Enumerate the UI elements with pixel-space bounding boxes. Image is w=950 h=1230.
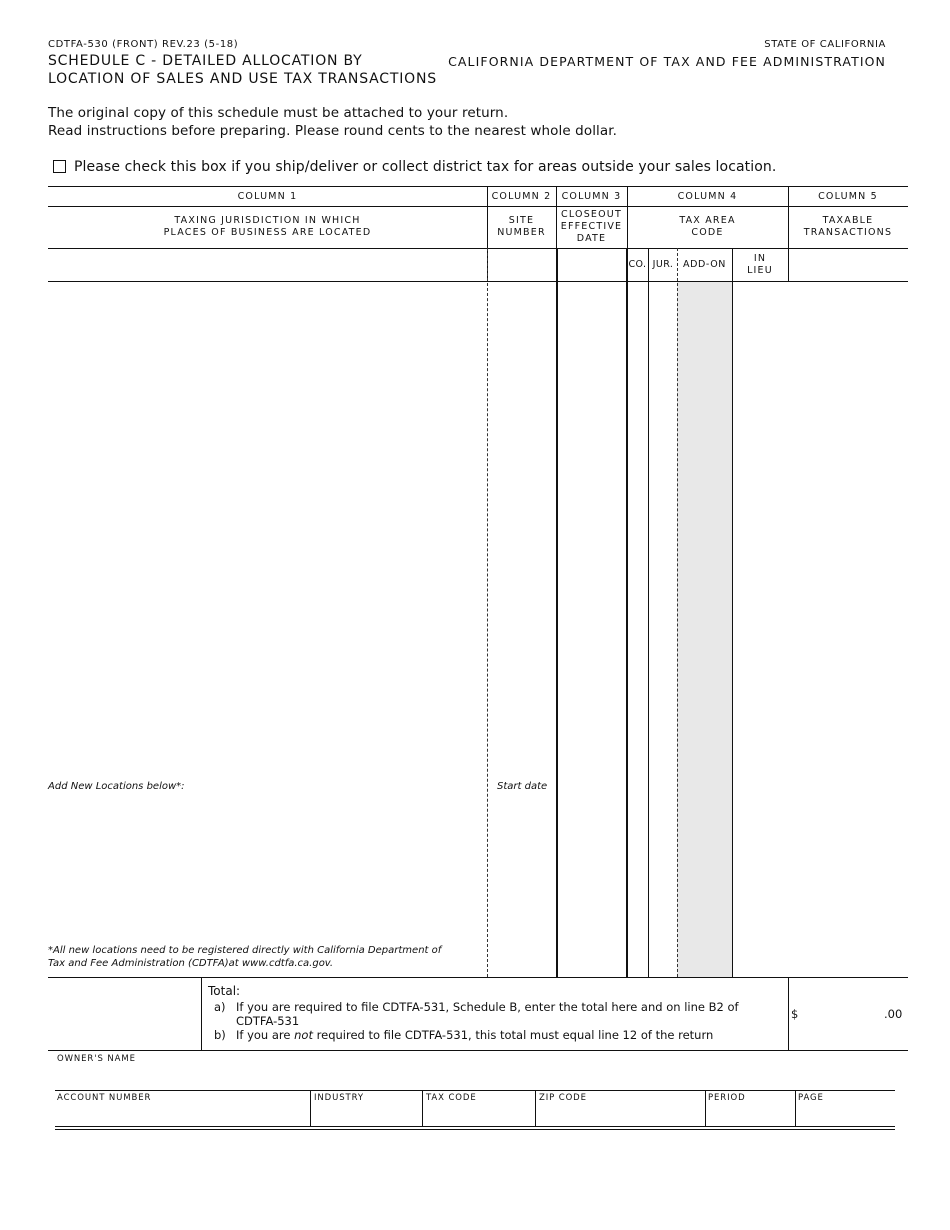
jur-subhead: JUR. <box>652 259 674 270</box>
start-date-label: Start date <box>497 781 548 792</box>
total-instruction-b <box>214 1028 714 1042</box>
footer-divider-5 <box>795 1090 796 1126</box>
column-4-desc-line1: TAX AREA <box>679 215 736 226</box>
column-1-desc-line2: PLACES OF BUSINESS ARE LOCATED <box>163 227 372 238</box>
footnote-line1: *All new locations need to be registered directly with California Department of <box>48 945 442 956</box>
form-title-line2: LOCATION OF SALES AND USE TAX TRANSACTIONS <box>48 71 437 87</box>
inlieu-subhead-line2: LIEU <box>747 265 773 276</box>
column-4-head: COLUMN 4 <box>677 191 738 202</box>
tax-area-code-entry-area[interactable] <box>628 282 788 977</box>
page-field[interactable] <box>798 1104 893 1124</box>
footer-bottom-rule-1 <box>55 1126 895 1127</box>
closeout-date-entry-area[interactable] <box>558 282 626 977</box>
account-number-label: ACCOUNT NUMBER <box>57 1093 152 1103</box>
column-3-head: COLUMN 3 <box>561 191 622 202</box>
column-5-desc-line2: TRANSACTIONS <box>803 227 893 238</box>
co-subhead: CO. <box>628 259 647 270</box>
zip-code-label: ZIP CODE <box>539 1093 587 1103</box>
footnote-line2: Tax and Fee Administration (CDTFA)at www.cdtfa.ca.gov. <box>48 958 334 969</box>
column-4-desc-line2: CODE <box>691 227 724 238</box>
body-bottom-rule <box>48 977 908 978</box>
total-a-line1: If you are required to file CDTFA-531, Schedule B, enter the total here and on line B2 of <box>236 1000 739 1014</box>
total-amount-field[interactable] <box>805 985 895 1043</box>
footer-divider-1 <box>310 1090 311 1126</box>
total-a-line2: CDTFA-531 <box>236 1014 300 1028</box>
inlieu-subhead-line1: IN <box>753 253 767 264</box>
total-a-prefix: a) <box>214 1000 226 1014</box>
column-2-desc-line1: SITE <box>508 215 535 226</box>
total-b-emphasis: not <box>294 1028 313 1042</box>
site-number-entry-area[interactable] <box>488 282 556 977</box>
state-label: STATE OF CALIFORNIA <box>764 39 886 50</box>
column-5-desc-line1: TAXABLE <box>822 215 874 226</box>
column-1-desc <box>48 215 487 239</box>
column-4-desc <box>627 215 788 239</box>
table-top-rule <box>48 186 908 187</box>
column-3-desc-line2: EFFECTIVE <box>560 221 623 232</box>
total-amount-left-rule <box>788 977 789 1050</box>
column-1-head: COLUMN 1 <box>237 191 298 202</box>
footer-bottom-rule-2 <box>55 1129 895 1130</box>
total-b-text <box>236 1028 713 1042</box>
column-5-desc <box>788 215 908 239</box>
total-bottom-rule <box>48 1050 908 1051</box>
owner-name-label: OWNER'S NAME <box>57 1054 136 1064</box>
intro-line1: The original copy of this schedule must be attached to your return. <box>48 105 509 121</box>
total-instruction-a <box>214 1000 739 1028</box>
column-3-desc-line3: DATE <box>576 233 607 244</box>
industry-label: INDUSTRY <box>314 1093 364 1103</box>
inlieu-subhead <box>732 253 788 277</box>
column-1-desc-line1: TAXING JURISDICTION IN WHICH <box>174 215 361 226</box>
tax-code-field[interactable] <box>425 1104 532 1124</box>
period-label: PERIOD <box>708 1093 746 1103</box>
district-tax-checkbox[interactable] <box>53 160 66 173</box>
footer-divider-2 <box>422 1090 423 1126</box>
column-3-desc-line1: CLOSEOUT <box>561 209 622 220</box>
column-2-head: COLUMN 2 <box>491 191 552 202</box>
intro-line2: Read instructions before preparing. Please round cents to the nearest whole dollar. <box>48 123 618 139</box>
total-b-prefix: b) <box>214 1028 226 1042</box>
column-3-desc <box>556 209 627 245</box>
page-label: PAGE <box>798 1093 824 1103</box>
total-label: Total: <box>208 984 241 998</box>
addon-subhead: ADD-ON <box>682 259 726 270</box>
column-2-desc-line2: NUMBER <box>497 227 546 238</box>
form-title-line1: SCHEDULE C - DETAILED ALLOCATION BY <box>48 53 363 69</box>
jurisdiction-entry-area[interactable] <box>48 282 487 977</box>
industry-field[interactable] <box>313 1104 419 1124</box>
total-b-post: required to file CDTFA-531, this total must equal line 12 of the return <box>312 1028 714 1042</box>
total-cents: .00 <box>884 1007 903 1021</box>
account-number-field[interactable] <box>57 1104 307 1124</box>
zip-code-field[interactable] <box>538 1104 702 1124</box>
column-5-head: COLUMN 5 <box>818 191 878 202</box>
form-id: CDTFA-530 (FRONT) REV.23 (5-18) <box>48 39 239 50</box>
total-b-pre: If you are <box>236 1028 295 1042</box>
total-label-left-rule <box>201 977 202 1050</box>
new-location-footnote <box>48 944 441 970</box>
owner-name-field[interactable] <box>57 1066 895 1088</box>
district-tax-checkbox-label: Please check this box if you ship/deliver or collect district tax for areas outside your sales location. <box>74 159 777 175</box>
add-new-locations-label: Add New Locations below*: <box>48 781 185 792</box>
taxable-transactions-entry-area[interactable] <box>789 282 908 977</box>
period-field[interactable] <box>708 1104 792 1124</box>
footer-divider-3 <box>535 1090 536 1126</box>
column-2-desc <box>487 215 556 239</box>
column-head-rule <box>48 206 908 207</box>
tax-area-sub-rule <box>627 248 788 249</box>
tax-code-label: TAX CODE <box>426 1093 477 1103</box>
total-currency-sign: $ <box>791 1007 799 1021</box>
total-a-text <box>236 1000 739 1028</box>
owner-row-rule <box>55 1090 895 1091</box>
footer-divider-4 <box>705 1090 706 1126</box>
agency-name: CALIFORNIA DEPARTMENT OF TAX AND FEE ADMINISTRATION <box>448 54 886 69</box>
